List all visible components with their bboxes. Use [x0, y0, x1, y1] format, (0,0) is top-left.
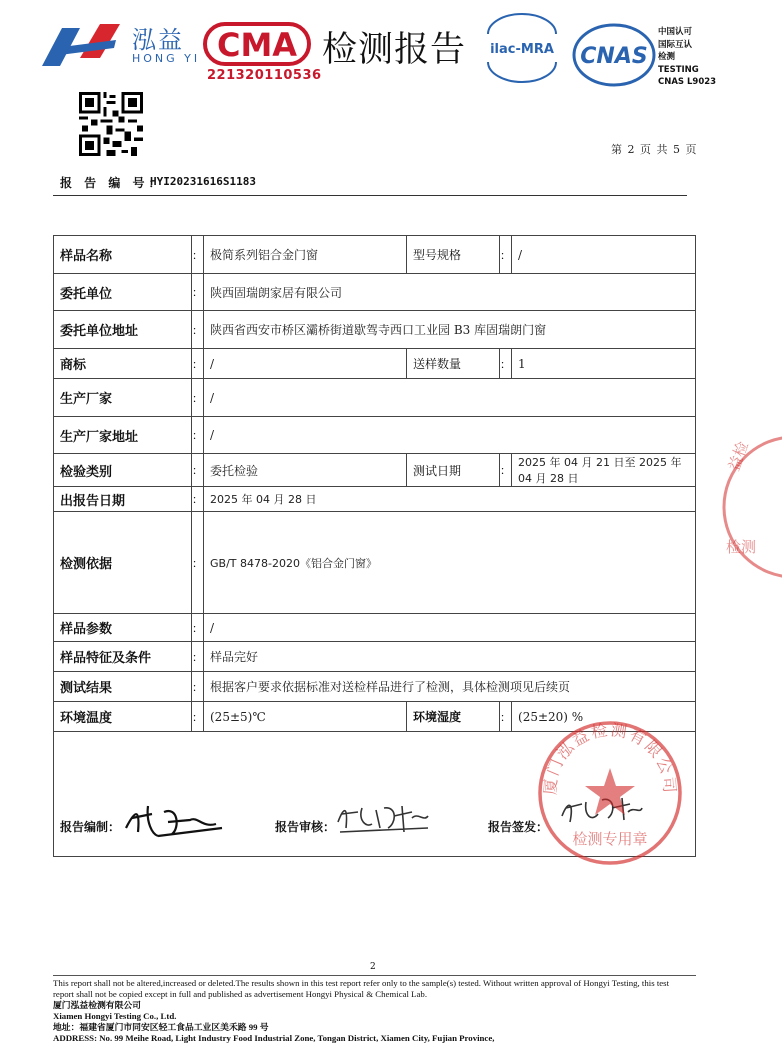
table-row: 测试结果 ： 根据客户要求依据标准对送检样品进行了检测，具体检测项见后续页: [54, 672, 696, 702]
manufacturer-label: 生产厂家: [54, 379, 192, 417]
edge-seal-stamp: [722, 432, 782, 582]
table-row: 环境温度 ： (25±5)℃ 环境湿度 ： (25±20) %: [54, 702, 696, 732]
cma-number: 221320110536: [207, 68, 322, 83]
test-result-value: 根据客户要求依据标准对送检样品进行了检测，具体检测项见后续页: [204, 672, 696, 702]
test-date-value: 2025 年 04 月 21 日至 2025 年 04 月 28 日: [512, 454, 696, 487]
table-row: 出报告日期 ： 2025 年 04 月 28 日: [54, 487, 696, 512]
footer-text: [53, 978, 673, 1044]
quantity-value: 1: [512, 349, 696, 379]
address-cn: 地址：福建省厦门市同安区轻工食品工业区美禾路 99 号: [53, 1022, 269, 1032]
cma-logo: [203, 22, 311, 66]
table-row: 委托单位 ： 陕西固瑞朗家居有限公司: [54, 274, 696, 311]
approver-label: 报告签发：: [488, 820, 549, 834]
cnas-text: CNAS: [580, 44, 648, 69]
table-row: 样品名称 ： 极简系列铝合金门窗 型号规格 ： /: [54, 236, 696, 274]
table-row: 样品参数 ： /: [54, 614, 696, 642]
footer-divider: [53, 975, 696, 976]
table-row: 样品特征及条件 ： 样品完好: [54, 642, 696, 672]
sample-name-value: 极简系列铝合金门窗: [204, 236, 407, 274]
table-row: 生产厂家 ： /: [54, 379, 696, 417]
disclaimer: This report shall not be altered,increased or deleted.The results shown in this test report refer only to the sample(s) tested. Without written approval of Hongyi Testing, this test report shall not be copied except in full and published as advertisement Hongyi Physical & Chemical Lab.: [53, 978, 670, 999]
humidity-value: (25±20) %: [512, 702, 696, 732]
sample-condition-label: 样品特征及条件: [54, 642, 192, 672]
ilac-mra-logo: [482, 22, 562, 72]
trademark-label: 商标: [54, 349, 192, 379]
inspection-type-value: 委托检验: [204, 454, 407, 487]
seal-label: 检测专用章: [572, 830, 648, 848]
temperature-label: 环境温度: [54, 702, 192, 732]
test-basis-value: GB/T 8478-2020《铝合金门窗》: [204, 512, 696, 614]
page-title: 检测报告: [322, 30, 467, 70]
sample-params-value: /: [204, 614, 696, 642]
table-row: 生产厂家地址 ： /: [54, 417, 696, 454]
test-result-label: 测试结果: [54, 672, 192, 702]
report-number-label: 报 告 编 号：: [60, 176, 165, 190]
compiler-label: 报告编制：: [60, 820, 121, 834]
compiler-signature: [118, 798, 228, 842]
model-label: 型号规格: [407, 236, 500, 274]
test-basis-label: 检测依据: [54, 512, 192, 614]
cnas-accreditation-text: 中国认可 国际互认 检测 TESTING CNAS L9023: [658, 27, 717, 87]
client-address-label: 委托单位地址: [54, 311, 192, 349]
page-number-footer: 2: [370, 962, 376, 972]
trademark-value: /: [204, 349, 407, 379]
brand-name-en: HONG YI: [132, 52, 201, 65]
quantity-label: 送样数量: [407, 349, 500, 379]
manufacturer-value: /: [204, 379, 696, 417]
cnas-logo: [572, 22, 656, 88]
model-value: /: [512, 236, 696, 274]
reviewer-signature: [332, 798, 432, 838]
temperature-value: (25±5)℃: [204, 702, 407, 732]
table-row: 委托单位地址 ： 陕西省西安市桥区灞桥街道歇驾寺西口工业园 B3 库固瑞朗门窗: [54, 311, 696, 349]
table-row: 检测依据 ： GB/T 8478-2020《铝合金门窗》: [54, 512, 696, 614]
client-value: 陕西固瑞朗家居有限公司: [204, 274, 696, 311]
table-row: 检验类别 ： 委托检验 测试日期 ： 2025 年 04 月 21 日至 2025 年 04 月 28 日: [54, 454, 696, 487]
brand-name-cn: 泓益: [132, 26, 184, 54]
reviewer-label: 报告审核：: [275, 820, 336, 834]
svg-text:益检: 益检: [724, 439, 753, 474]
issue-date-value: 2025 年 04 月 28 日: [204, 487, 696, 512]
ilac-text: ilac-MRA: [490, 42, 554, 57]
client-label: 委托单位: [54, 274, 192, 311]
company-name-cn: 厦门泓益检测有限公司: [53, 1000, 141, 1010]
manufacturer-address-value: /: [204, 417, 696, 454]
sample-params-label: 样品参数: [54, 614, 192, 642]
cma-text: CMA: [216, 26, 298, 64]
sample-name-label: 样品名称: [54, 236, 192, 274]
divider: [53, 195, 687, 196]
company-name-en: Xiamen Hongyi Testing Co., Ltd.: [53, 1011, 177, 1021]
report-number: HYI20231616S1183: [150, 175, 256, 188]
sample-condition-value: 样品完好: [204, 642, 696, 672]
issue-date-label: 出报告日期: [54, 487, 192, 512]
qr-code-icon: [79, 92, 143, 156]
svg-text:厦门泓益检测有限公司: 厦门泓益检测有限公司: [540, 720, 680, 796]
table-row: 商标 ： / 送样数量 ： 1: [54, 349, 696, 379]
inspection-type-label: 检验类别: [54, 454, 192, 487]
page-indicator: 第 2 页 共 5 页: [611, 143, 698, 156]
manufacturer-address-label: 生产厂家地址: [54, 417, 192, 454]
svg-text:检测: 检测: [726, 538, 757, 556]
inspection-seal-stamp: [535, 718, 685, 868]
test-date-label: 测试日期: [407, 454, 500, 487]
address-en: ADDRESS: No. 99 Meihe Road, Light Industry Food Industrial Zone, Tongan District, Xiamen City, Fujian Province,: [53, 1033, 495, 1043]
client-address-value: 陕西省西安市桥区灞桥街道歇驾寺西口工业园 B3 库固瑞朗门窗: [204, 311, 696, 349]
humidity-label: 环境湿度: [407, 702, 500, 732]
